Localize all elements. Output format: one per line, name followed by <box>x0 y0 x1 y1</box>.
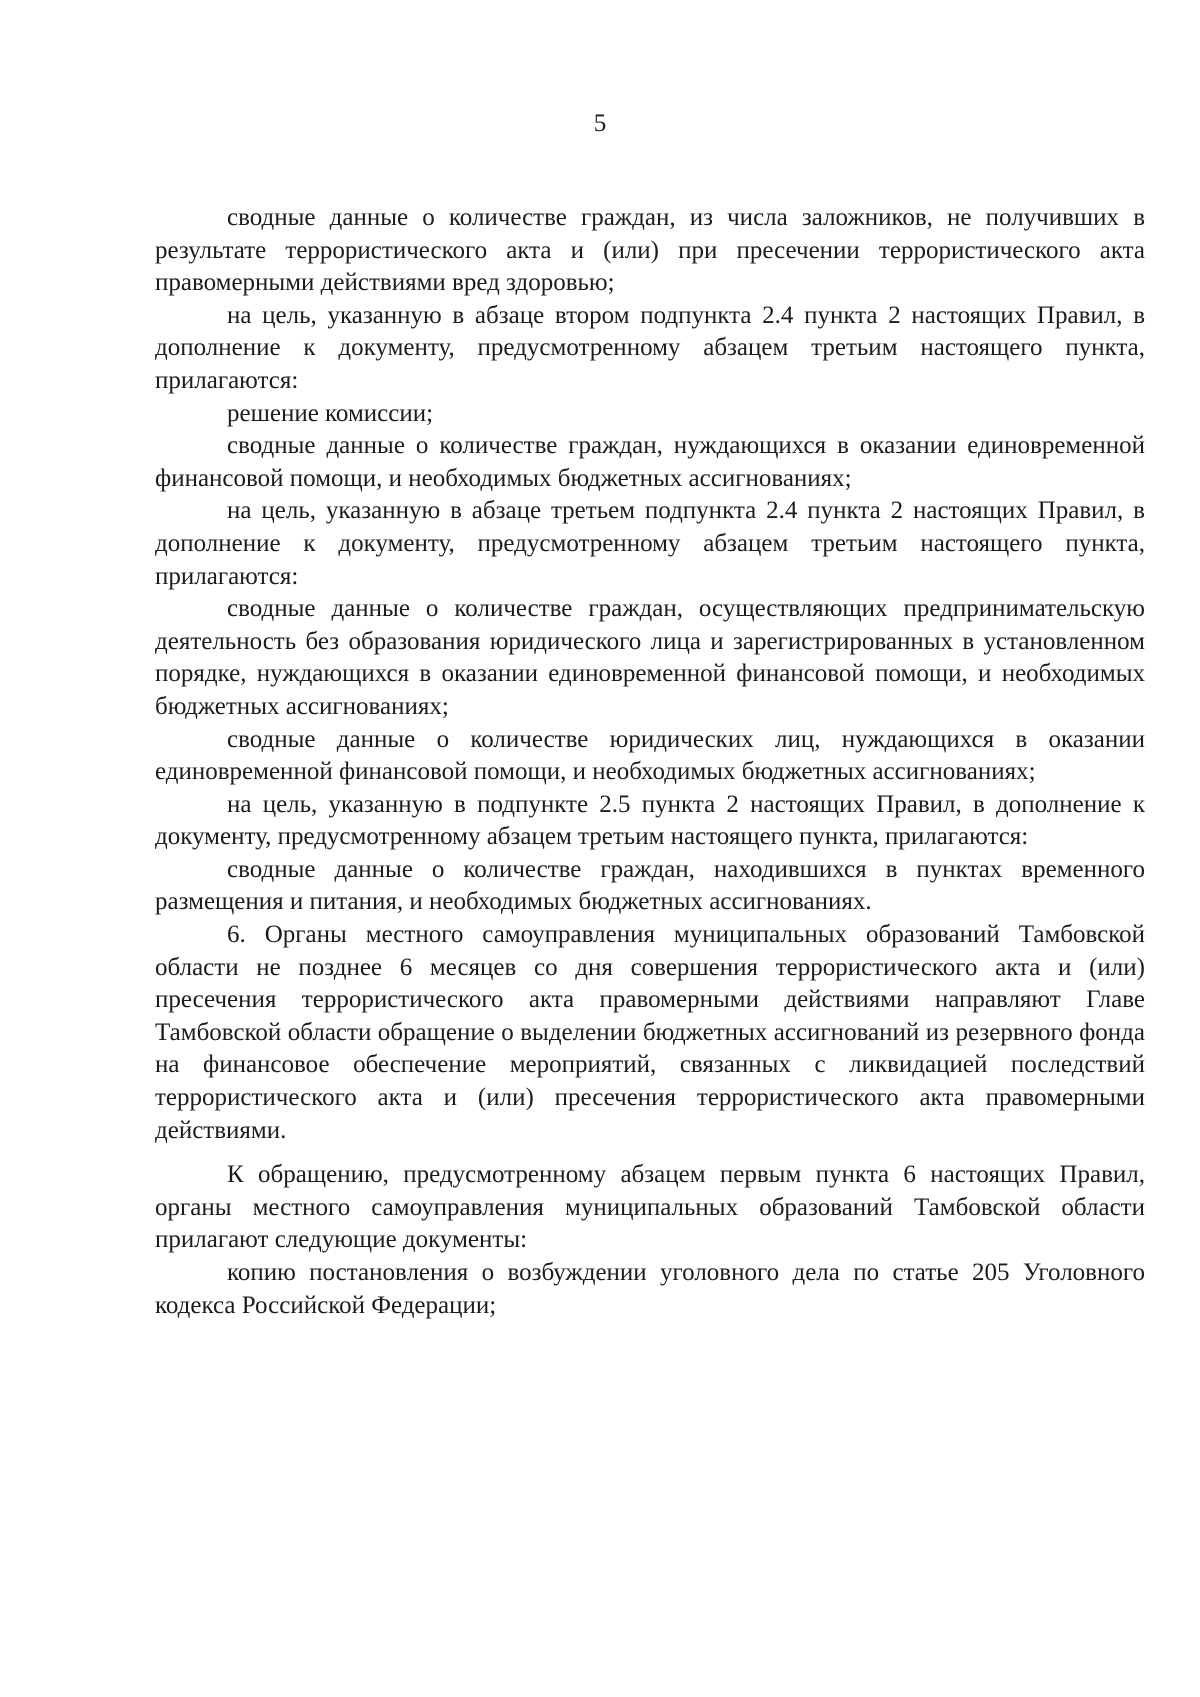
paragraph: на цель, указанную в подпункте 2.5 пункта 2 настоящих Правил, в дополнение к документу, предусмотренному абзацем третьим настоящего пункта, прилагаются: <box>155 790 1145 851</box>
paragraph: сводные данные о количестве граждан, нуждающихся в оказании единовременной финансовой помощи, и необходимых бюджетных ассигнованиях; <box>155 432 1145 492</box>
paragraph: сводные данные о количестве граждан, осуществляющих предпринимательскую деятельность без образования юридического лица и зарегистрированных в установленном порядке, нуждающихся в оказании единовременной финансовой помощи, и необходимых бюджетных ассигнованиях; <box>155 595 1145 720</box>
paragraph: сводные данные о количестве граждан, находившихся в пунктах временного размещения и питания, и необходимых бюджетных ассигнованиях. <box>155 855 1145 916</box>
paragraph: на цель, указанную в абзаце третьем подпункта 2.4 пункта 2 настоящих Правил, в дополнение к документу, предусмотренному абзацем третьим настоящего пункта, прилагаются: <box>155 497 1145 590</box>
paragraph: сводные данные о количестве граждан, из числа заложников, не получивших в результате террористического акта и (или) при пресечении террористического акта правомерными действиями вред здоровью; <box>155 204 1145 297</box>
paragraph: решение комиссии; <box>227 399 434 427</box>
paragraph: К обращению, предусмотренному абзацем первым пункта 6 настоящих Правил, органы местного самоуправления муниципальных образований Тамбовской области прилагают следующие документы: <box>155 1161 1145 1254</box>
document-body <box>155 202 1145 1322</box>
paragraph: 6. Органы местного самоуправления муниципальных образований Тамбовской области не позднее 6 месяцев со дня совершения террористического акта и (или) пресечения террористического акта правомерными действиями направляют Главе Тамбовской области обращение о выделении бюджетных ассигнований из резервного фонда на финансовое обеспечение мероприятий, связанных с ликвидацией последствий террористического акта и (или) пресечения террористического акта правомерными действиями. <box>155 921 1145 1144</box>
paragraph: на цель, указанную в абзаце втором подпункта 2.4 пункта 2 настоящих Правил, в дополнение к документу, предусмотренному абзацем третьим настоящего пункта, прилагаются: <box>155 301 1145 394</box>
paragraph: копию постановления о возбуждении уголовного дела по статье 205 Уголовного кодекса Российской Федерации; <box>155 1259 1145 1319</box>
page-number: 5 <box>593 110 607 137</box>
paragraph: сводные данные о количестве юридических лиц, нуждающихся в оказании единовременной финансовой помощи, и необходимых бюджетных ассигнованиях; <box>155 725 1145 786</box>
